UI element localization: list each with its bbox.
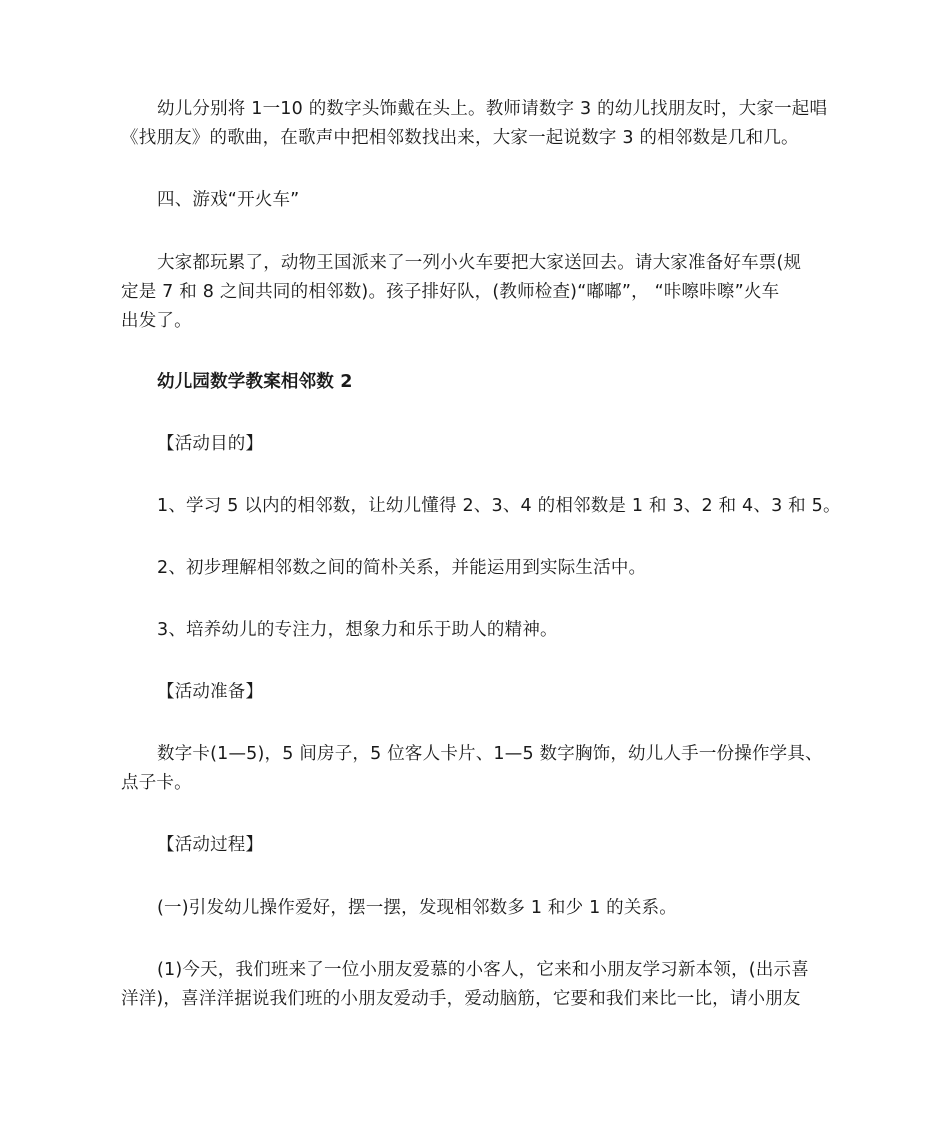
section-title <box>121 368 831 397</box>
heading-activity-process <box>121 831 831 860</box>
paragraph-find-friends-song <box>121 95 831 153</box>
text-line: 幼儿分别将 1一10 的数字头饰戴在头上。教师请数字 3 的幼儿找朋友时，大家一起唱 <box>157 99 828 119</box>
heading-train-game <box>121 186 831 215</box>
text-line: 四、游戏“开火车” <box>157 190 300 210</box>
text-line: (1)今天，我们班来了一位小朋友爱慕的小客人，它来和小朋友学习新本领，(出示喜 <box>157 960 809 980</box>
text-line: 1、学习 5 以内的相邻数，让幼儿懂得 2、3、4 的相邻数是 1 和 3、2 和 4、3 和 5。 <box>157 496 841 516</box>
paragraph-train-story <box>121 249 831 336</box>
text-line: 【活动准备】 <box>157 682 264 702</box>
text-line: 《找朋友》的歌曲，在歌声中把相邻数找出来，大家一起说数字 3 的相邻数是几和几。 <box>121 128 799 148</box>
paragraph-step-one <box>121 894 831 923</box>
heading-activity-goals <box>121 430 831 459</box>
text-line: 3、培养幼儿的专注力，想象力和乐于助人的精神。 <box>157 620 558 640</box>
text-line: 【活动过程】 <box>157 835 264 855</box>
text-line: 点子卡。 <box>121 773 192 793</box>
text-line: 定是 7 和 8 之间共同的相邻数)。孩子排好队，(教师检查)“嘟嘟”， “咔嚓咔嚓”火车 <box>121 282 780 302</box>
text-line: 2、初步理解相邻数之间的简朴关系，并能运用到实际生活中。 <box>157 558 647 578</box>
goal-item-3 <box>121 616 831 645</box>
text-line: 数字卡(1—5)，5 间房子，5 位客人卡片、1—5 数字胸饰，幼儿人手一份操作学具、 <box>157 744 823 764</box>
text-line: 出发了。 <box>121 311 192 331</box>
goal-item-2 <box>121 554 831 583</box>
paragraph-step-one-detail <box>121 956 831 1014</box>
text-line: 幼儿园数学教案相邻数 2 <box>157 372 353 392</box>
text-line: 大家都玩累了，动物王国派来了一列小火车要把大家送回去。请大家准备好车票(规 <box>157 253 802 273</box>
heading-activity-preparation <box>121 678 831 707</box>
paragraph-materials <box>121 740 831 798</box>
goal-item-1 <box>121 492 841 521</box>
text-line: (一)引发幼儿操作爱好，摆一摆，发现相邻数多 1 和少 1 的关系。 <box>157 898 677 918</box>
text-line: 【活动目的】 <box>157 434 264 454</box>
text-line: 洋洋)，喜洋洋据说我们班的小朋友爱动手，爱动脑筋，它要和我们来比一比，请小朋友 <box>121 989 801 1009</box>
